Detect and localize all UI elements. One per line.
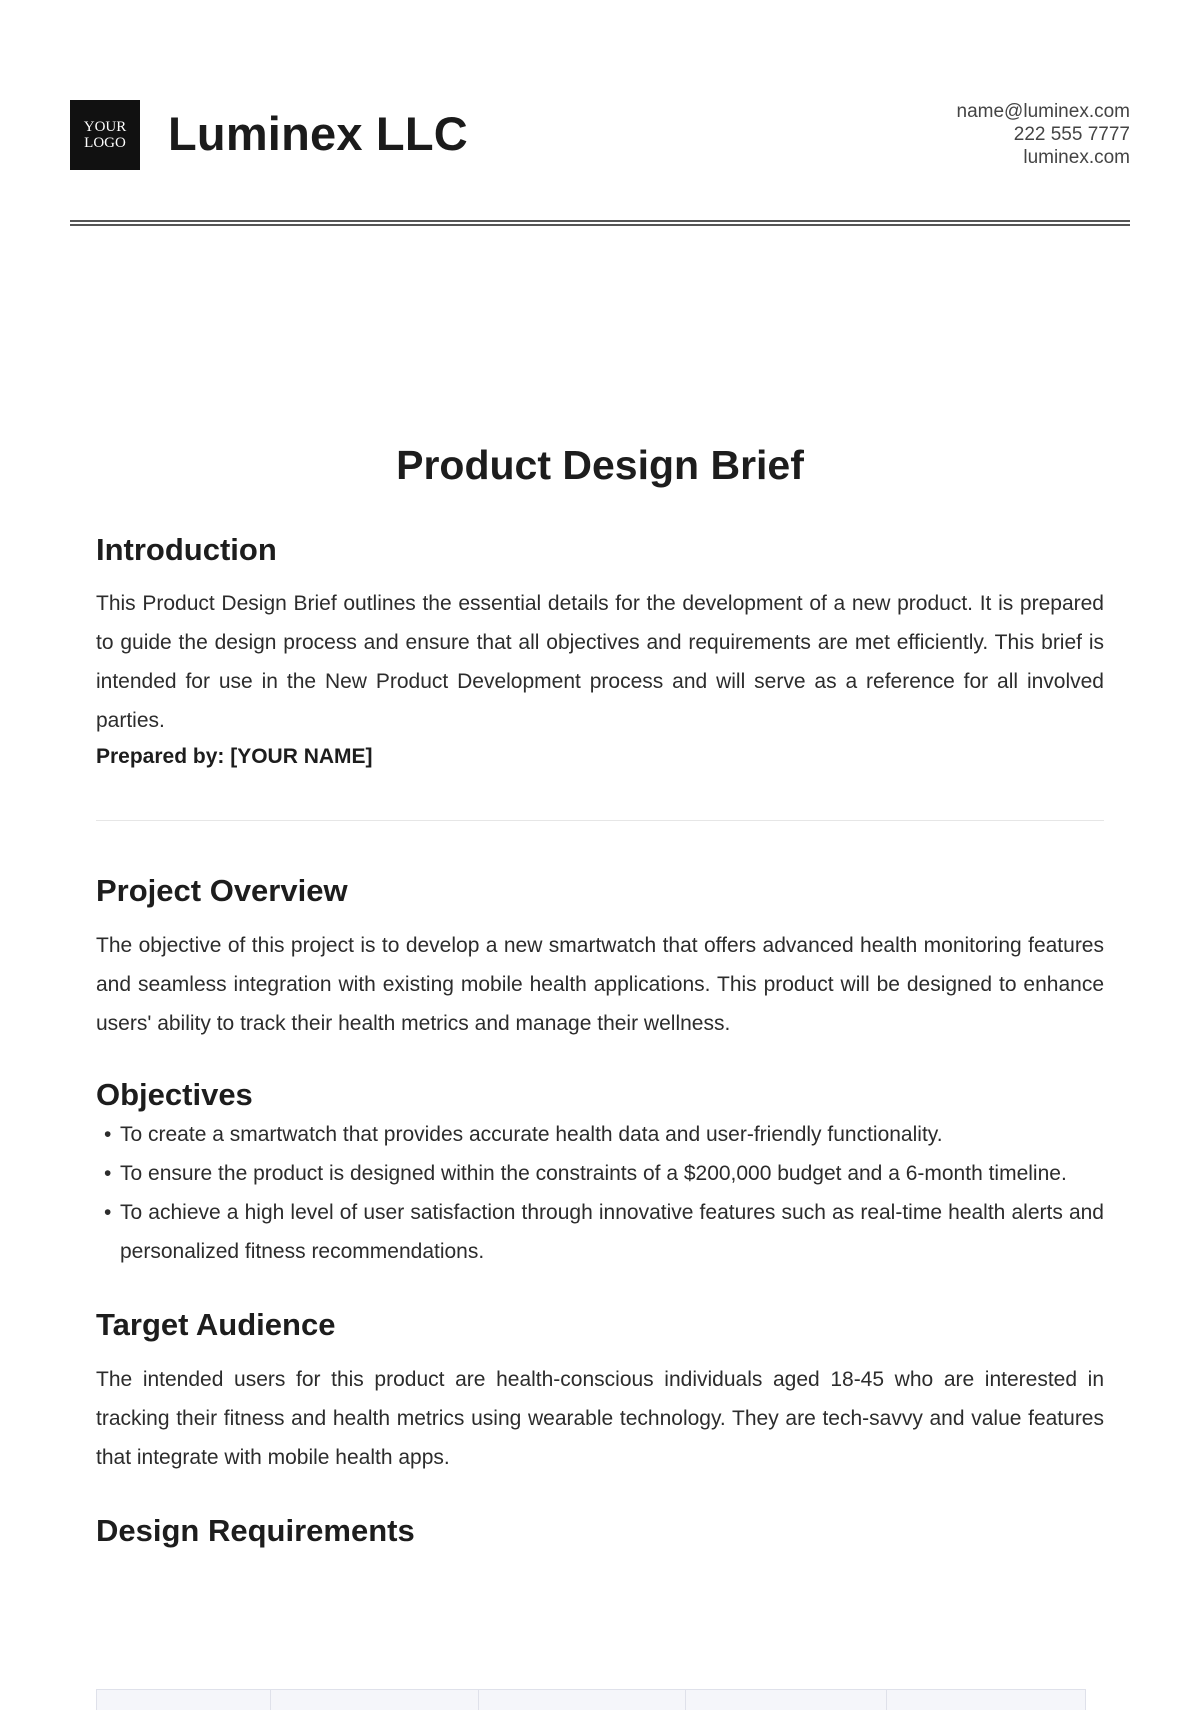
objectives-section (96, 1077, 1104, 1271)
header-double-rule (70, 220, 1130, 226)
design-requirements-heading: Design Requirements (96, 1513, 415, 1548)
target-audience-section (96, 1307, 1104, 1477)
contact-website[interactable]: luminex.com (1023, 147, 1130, 168)
objective-item: • To create a smartwatch that provides accurate health data and user-friendly functionality. (120, 1115, 1104, 1154)
logo-line-1: YOUR (83, 119, 127, 135)
document-body (96, 532, 1104, 1549)
table-header-cell (97, 1690, 271, 1710)
table-header-cell (479, 1690, 687, 1710)
company-name: Luminex LLC (168, 107, 468, 160)
objectives-heading: Objectives (96, 1077, 253, 1112)
logo-line-2: LOGO (84, 135, 126, 151)
logo-placeholder (70, 100, 140, 170)
introduction-heading: Introduction (96, 532, 277, 567)
objective-item: • To ensure the product is designed within the constraints of a $200,000 budget and a 6-month timeline. (120, 1154, 1104, 1193)
table-header-cell (271, 1690, 479, 1710)
project-overview-section (96, 873, 1104, 1043)
section-divider (96, 820, 1104, 821)
objective-item: • To achieve a high level of user satisfaction through innovative features such as real-time health alerts and personalized fitness recommendations. (120, 1193, 1104, 1271)
document-title: Product Design Brief (396, 442, 804, 488)
table-header-cell (887, 1690, 1085, 1710)
table-header-cell (686, 1690, 887, 1710)
design-requirements-section (96, 1513, 1104, 1549)
objectives-list (96, 1115, 1104, 1271)
introduction-section (96, 532, 1104, 772)
design-requirements-table (96, 1689, 1086, 1710)
project-overview-body: The objective of this project is to develop a new smartwatch that offers advanced health monitoring features and seamless integration with existing mobile health applications. This product will be designed to enhance users' ability to track their health metrics and manage their wellness. (96, 934, 1104, 1035)
contact-phone: 222 555 7777 (1013, 124, 1130, 145)
letterhead (70, 100, 1130, 172)
target-audience-heading: Target Audience (96, 1307, 336, 1342)
contact-email[interactable]: name@luminex.com (956, 101, 1130, 122)
project-overview-heading: Project Overview (96, 873, 348, 908)
target-audience-body: The intended users for this product are health-conscious individuals aged 18-45 who are interested in tracking their fitness and health metrics using wearable technology. They are tech-savvy and value features that integrate with mobile health apps. (96, 1368, 1104, 1469)
introduction-body: This Product Design Brief outlines the essential details for the development of a new product. It is prepared to guide the design process and ensure that all objectives and requirements are met efficiently. This brief is intended for use in the New Product Development process and will serve as a reference for all involved parties. (96, 592, 1104, 732)
contact-block (957, 100, 1130, 169)
prepared-by: Prepared by: [YOUR NAME] (96, 745, 373, 768)
